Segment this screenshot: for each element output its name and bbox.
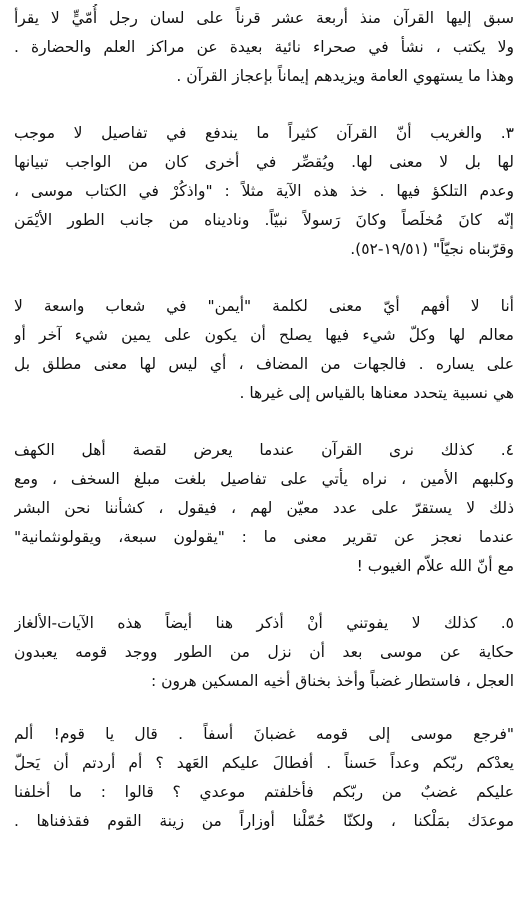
- paragraph-spacer: [14, 696, 514, 720]
- paragraph-ayman: [14, 292, 514, 408]
- text-line: وكلبهم الأمين ، نراه يأتي على تفاصيل بلغت مبلغ السخف ، ومع: [14, 470, 514, 488]
- paragraph-intro: [14, 4, 514, 91]
- text-line: أنا لا أفهم أيّ معنى لكلمة "أيمن" في شعاب واسعة لا: [14, 297, 514, 315]
- paragraph-point-4: [14, 436, 514, 581]
- text-line: وعدم التلكؤ فيها . خذ هذه الآية مثلاً : "واذكُرْ في الكتاب موسى ،: [14, 182, 514, 200]
- text-line: عليكم غضبٌ من ربّكم فأخلفتم موعدي ؟ قالوا : ما أخلفنا: [14, 783, 514, 801]
- text-line: إنّه كانَ مُخلَصاً وكانَ رَسولاً نبيّاً. وناديناه من جانب الطور الأيْمَن: [14, 211, 514, 229]
- paragraph-spacer: [14, 408, 514, 436]
- text-line: وقرّبناه نجيّاً" (١٩/٥١-٥٢).: [350, 240, 514, 258]
- paragraph-point-5: [14, 609, 514, 696]
- text-line: سبق إليها القرآن منذ أربعة عشر قرناً على لسان رجل أُمّيٍّ لا يقرأ: [14, 9, 514, 27]
- text-line: العجل ، فاستطار غضباً وأخذ بخناق أخيه المسكين هرون :: [150, 672, 514, 690]
- text-line: هي نسبية يتحدد معناها بالقياس إلى غيرها .: [239, 384, 514, 402]
- text-line: ٣. والغريب أنّ القرآن كثيراً ما يندفع في تفاصيل لا موجب: [14, 124, 514, 142]
- text-line: مع أنّ الله علاّم الغيوب !: [356, 557, 514, 575]
- text-line: على يساره . فالجهات من المضاف ، أي ليس لها معنى مطلق بل: [14, 355, 514, 373]
- text-line: موعدَك بمَلْكنا ، ولكنّا حُمّلْنا أوزاراً من زينة القوم فقذفناها .: [14, 812, 514, 830]
- text-line: يعدْكم ربّكم وعداً حَسناً . أفطالَ عليكم العَهد ؟ أم أردتم أن يَحلّ: [14, 754, 514, 772]
- text-line: ذلك لا يستقرّ على عدد معيّن لهم ، فيقول ، كشأننا نحن البشر: [14, 499, 514, 517]
- text-line: معالم لها وكلّ شيء فيها يصلح أن يكون على يمين شيء آخر أو: [14, 326, 514, 344]
- text-line: "فرجع موسى إلى قومه غضبانَ أسفاً . قال يا قوم! ألم: [14, 725, 514, 743]
- text-line: ولا يكتب ، نشأ في صحراء نائية بعيدة عن مراكز العلم والحضارة .: [14, 38, 514, 56]
- paragraph-point-3: [14, 119, 514, 264]
- paragraph-spacer: [14, 264, 514, 292]
- text-line: لها بل لا معنى لها. ويُقصِّر في أخرى كان من الواجب تبيانها: [14, 153, 514, 171]
- text-line: حكاية عن موسى بعد أن نزل من الطور ووجد قومه يعبدون: [14, 643, 514, 661]
- paragraph-spacer: [14, 581, 514, 609]
- paragraph-quotation: [14, 720, 514, 836]
- text-line: ٤. كذلك نرى القرآن عندما يعرض لقصة أهل الكهف: [14, 441, 514, 459]
- paragraph-spacer: [14, 91, 514, 119]
- text-line: وهذا ما يستهوي العامة ويزيدهم إيماناً بإعجاز القرآن .: [176, 67, 514, 85]
- text-line: عندما نعجز عن تقرير معنى ما : "يقولون سبعة، ويقولونثمانية": [14, 528, 514, 546]
- text-line: ٥. كذلك لا يفوتني أنْ أذكر هنا أيضاً هذه الآيات-الألغاز: [14, 614, 514, 632]
